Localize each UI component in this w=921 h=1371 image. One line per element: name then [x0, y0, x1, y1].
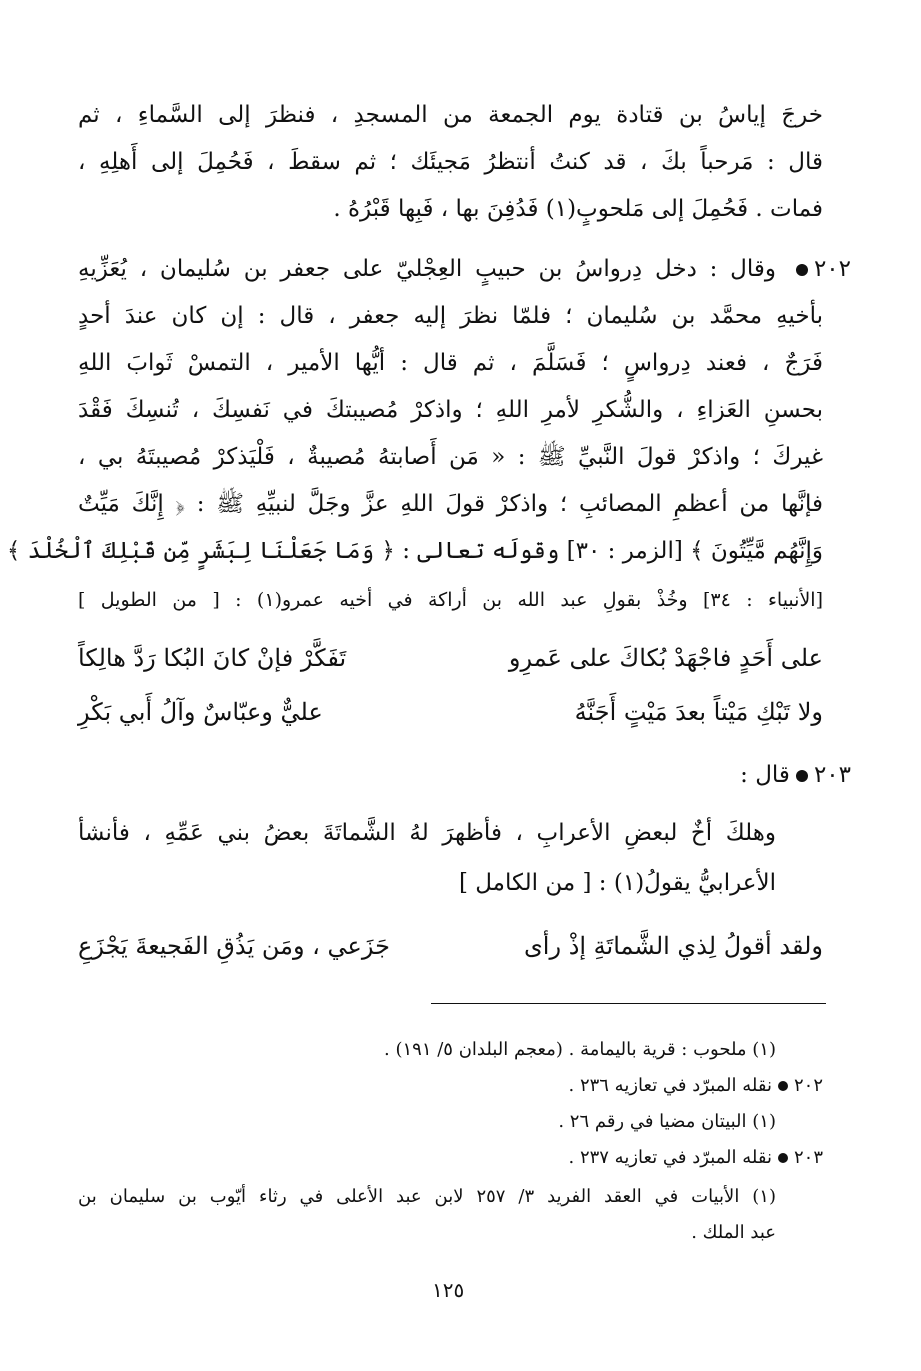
verse-2-second-hemistich: عليٌّ وعبّاسٌ وآلُ أَبي بَكْرِ: [78, 698, 323, 726]
footnote-source-number: ٢٠٣: [793, 1147, 823, 1168]
footnote-source-text: نقله المبرّد في تعازيه ٢٣٧ .: [568, 1147, 772, 1168]
s202-line-5: غيركَ ؛ واذكرْ قولَ النَّبيِّ ﷺ : « مَن أَصابتهُ مُصيبةٌ ، فَلْيَذكرْ مُصيبتَهُ بي ،: [78, 444, 823, 470]
footnote-3-line-1: (١) الأبيات في العقد الفريد ٣/ ٢٥٧ لابن عبد الأعلى في رثاء أيّوب بن سليمان بن: [78, 1186, 776, 1207]
verse-1-first-hemistich: على أَحَدٍ فاجْهَدْ بُكاكَ على عَمرِو: [508, 644, 823, 672]
intro-line-2: قال : مَرحباً بكَ ، قد كنتُ أنتظرُ مَجيئَك ؛ ثم سقطَ ، فَحُمِلَ إلى أَهلِهِ ،: [78, 149, 823, 175]
footnote-source-text: نقله المبرّد في تعازيه ٢٣٦ .: [568, 1075, 772, 1096]
s202-line-6: فإنَّها من أعظمِ المصائبِ ؛ واذكرْ قولَ اللهِ عزَّ وجَلَّ لنبيِّهِ ﷺ : ﴿ إِنَّكَ مَيِّتٌ: [78, 491, 823, 517]
footnote-separator: [431, 1003, 826, 1004]
s202-line-2: بأخيهِ محمَّد بن سُليمان ؛ فلمّا نظرَ إليه جعفر ، قال : إن كان عندَ أحدٍ: [78, 303, 823, 329]
verse-3-second-hemistich: ولقد أقولُ لِذي الشَّماتَةِ إذْ رأى: [524, 932, 823, 960]
s203-line-1: وهلكَ أخٌ لبعضِ الأعرابِ ، فأظهرَ لهُ الشَّماتَةَ بعضُ بني عَمِّهِ ، فأنشأ: [78, 820, 776, 846]
s202-line-7: وَإِنَّهُم مَّيِّتُونَ ﴾ [الزمر : ٣٠] وقولَه تعالى : ﴿ وَمَا جَعَلْنَا لِبَشَرٍ مِّن قَبْلِكَ ٱلْخُلْدَ ﴾: [6, 538, 823, 564]
verse-3-first-hemistich: جَزَعي ، ومَن يَذُقِ الفَجيعةَ يَجْزَعِ: [78, 932, 390, 960]
s202-line-1: وقال : دخل دِرواسُ بن حبيبٍ العِجْليّ على جعفر بن سُليمان ، يُعَزِّيهِ: [78, 256, 776, 282]
verse-2-first-hemistich: ولا تَبْكِ مَيْتاً بعدَ مَيْتٍ أَجَنَّهُ: [574, 698, 823, 726]
section-number: ٢٠٣: [813, 762, 851, 788]
intro-line-1: خرجَ إياسُ بن قتادة يوم الجمعة من المسجدِ ، فنظرَ إلى السَّماءِ ، ثم: [78, 102, 823, 128]
footnote-source-number: ٢٠٢: [793, 1075, 823, 1096]
s203-line-2: الأعرابيُّ يقولُ(١) : [ من الكامل ]: [458, 870, 776, 896]
section-number-202: [790, 252, 851, 286]
s202-line-8: [الأنبياء : ٣٤] وخُذْ بقولِ عبد الله بن أراكة في أخيه عمرو(١) : [ من الطويل ]: [78, 589, 823, 611]
verse-1-second-hemistich: تَفَكَّرْ فإنْ كانَ البُكا رَدَّ هالِكاً: [78, 644, 347, 672]
bullet-icon: [796, 770, 808, 782]
section-number-203: [740, 758, 851, 792]
bullet-icon: [796, 264, 808, 276]
s202-line-3: فَرَجٌ ، فعند دِرواسٍ ؛ فَسَلَّمَ ، ثم قال : أيُّها الأمير ، التمسْ ثَوابَ اللهِ: [78, 350, 823, 376]
s202-line-4: بحسنِ العَزاءِ ، والشُّكرِ لأمرِ اللهِ ؛ واذكرْ مُصيبتكَ في نَفسِكَ ، تُنسِكَ فَقْدَ: [78, 397, 823, 423]
bullet-icon: [778, 1081, 788, 1091]
page-number: ١٢٥: [432, 1278, 465, 1302]
footnote-source-202: [568, 1072, 823, 1100]
footnote-2: (١) البيتان مضيا في رقم ٢٦ .: [558, 1111, 776, 1132]
footnote-1: (١) ملحوب : قرية باليمامة . (معجم البلدان ٥/ ١٩١) .: [384, 1039, 776, 1060]
bullet-icon: [778, 1153, 788, 1163]
footnote-3-line-2: عبد الملك .: [691, 1222, 776, 1243]
footnote-source-203: [568, 1144, 823, 1172]
intro-line-3: فمات . فَحُمِلَ إلى مَلحوبٍ(١) فَدُفِنَ بها ، فَبِها قَبْرُهُ .: [333, 196, 823, 222]
section-number: ٢٠٢: [813, 256, 851, 282]
section-heading: قال :: [740, 762, 790, 788]
